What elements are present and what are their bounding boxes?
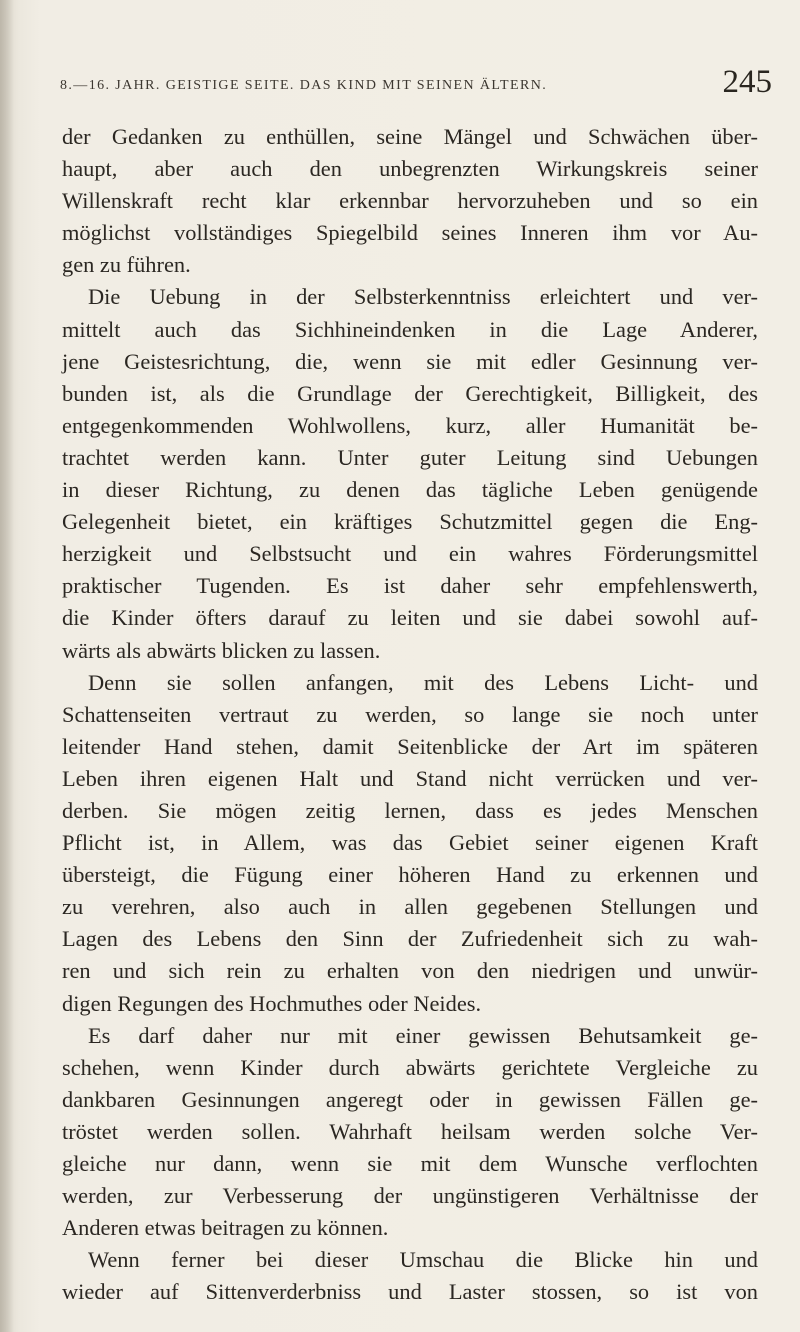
text-line: Gelegenheit bietet, ein kräftiges Schutzmittel gegen die Eng-	[62, 509, 758, 535]
text-line: möglichst vollständiges Spiegelbild seines Inneren ihm vor Au-	[62, 220, 758, 246]
text-line: haupt, aber auch den unbegrenzten Wirkungskreis seiner	[62, 156, 758, 182]
text-line: Pflicht ist, in Allem, was das Gebiet seiner eigenen Kraft	[62, 830, 758, 856]
text-line: die Kinder öfters darauf zu leiten und sie dabei sowohl auf-	[62, 605, 758, 631]
running-head: 8.—16. JAHR. GEISTIGE SEITE. DAS KIND MIT SEINEN ÄLTERN.	[60, 78, 548, 93]
text-line: entgegenkommenden Wohlwollens, kurz, aller Humanität be-	[62, 412, 758, 438]
text-line: in dieser Richtung, zu denen das tägliche Leben genügende	[62, 477, 758, 503]
text-line: Denn sie sollen anfangen, mit des Lebens Licht- und	[88, 669, 758, 695]
text-line: Willenskraft recht klar erkennbar hervorzuheben und so ein	[62, 188, 758, 214]
text-line: wieder auf Sittenverderbniss und Laster stossen, so ist von	[62, 1279, 758, 1305]
text-line: Schattenseiten vertraut zu werden, so lange sie noch unter	[62, 701, 758, 727]
text-line: schehen, wenn Kinder durch abwärts gerichtete Vergleiche zu	[62, 1054, 758, 1080]
text-line: Lagen des Lebens den Sinn der Zufriedenheit sich zu wah-	[62, 926, 758, 952]
text-line: ren und sich rein zu erhalten von den niedrigen und unwür-	[62, 958, 758, 984]
body-text	[62, 121, 758, 1308]
text-line: trachtet werden kann. Unter guter Leitung sind Uebungen	[62, 444, 758, 470]
text-line: leitender Hand stehen, damit Seitenblicke der Art im späteren	[62, 733, 758, 759]
text-line: Anderen etwas beitragen zu können.	[62, 1215, 389, 1241]
page-gutter-shadow	[0, 0, 14, 1332]
text-line: praktischer Tugenden. Es ist daher sehr empfehlenswerth,	[62, 573, 758, 599]
page-header	[60, 60, 772, 104]
text-line: mittelt auch das Sichhineindenken in die Lage Anderer,	[62, 316, 758, 342]
page-number: 245	[722, 64, 772, 100]
text-line: jene Geistesrichtung, die, wenn sie mit edler Gesinnung ver-	[62, 348, 758, 374]
text-line: Leben ihren eigenen Halt und Stand nicht verrücken und ver-	[62, 765, 758, 791]
text-line: Es darf daher nur mit einer gewissen Behutsamkeit ge-	[88, 1022, 758, 1048]
text-line: tröstet werden sollen. Wahrhaft heilsam werden solche Ver-	[62, 1118, 758, 1144]
text-line: gleiche nur dann, wenn sie mit dem Wunsche verflochten	[62, 1151, 758, 1176]
text-line: werden, zur Verbesserung der ungünstigeren Verhältnisse der	[62, 1183, 758, 1209]
text-line: Die Uebung in der Selbsterkenntniss erleichtert und ver-	[88, 284, 758, 310]
text-line: bunden ist, als die Grundlage der Gerechtigkeit, Billigkeit, des	[62, 380, 758, 406]
text-line: Wenn ferner bei dieser Umschau die Blicke hin und	[88, 1247, 758, 1273]
text-line: gen zu führen.	[62, 252, 191, 278]
text-line: übersteigt, die Fügung einer höheren Hand zu erkennen und	[62, 862, 758, 888]
text-line: dankbaren Gesinnungen angeregt oder in gewissen Fällen ge-	[62, 1086, 758, 1112]
text-line: wärts als abwärts blicken zu lassen.	[62, 637, 381, 663]
text-line: der Gedanken zu enthüllen, seine Mängel und Schwächen über-	[62, 124, 758, 149]
text-line: herzigkeit und Selbstsucht und ein wahres Förderungsmittel	[62, 541, 758, 567]
text-line: zu verehren, also auch in allen gegebenen Stellungen und	[62, 894, 758, 920]
text-line: digen Regungen des Hochmuthes oder Neides.	[62, 990, 482, 1016]
text-line: derben. Sie mögen zeitig lernen, dass es jedes Menschen	[62, 797, 758, 823]
